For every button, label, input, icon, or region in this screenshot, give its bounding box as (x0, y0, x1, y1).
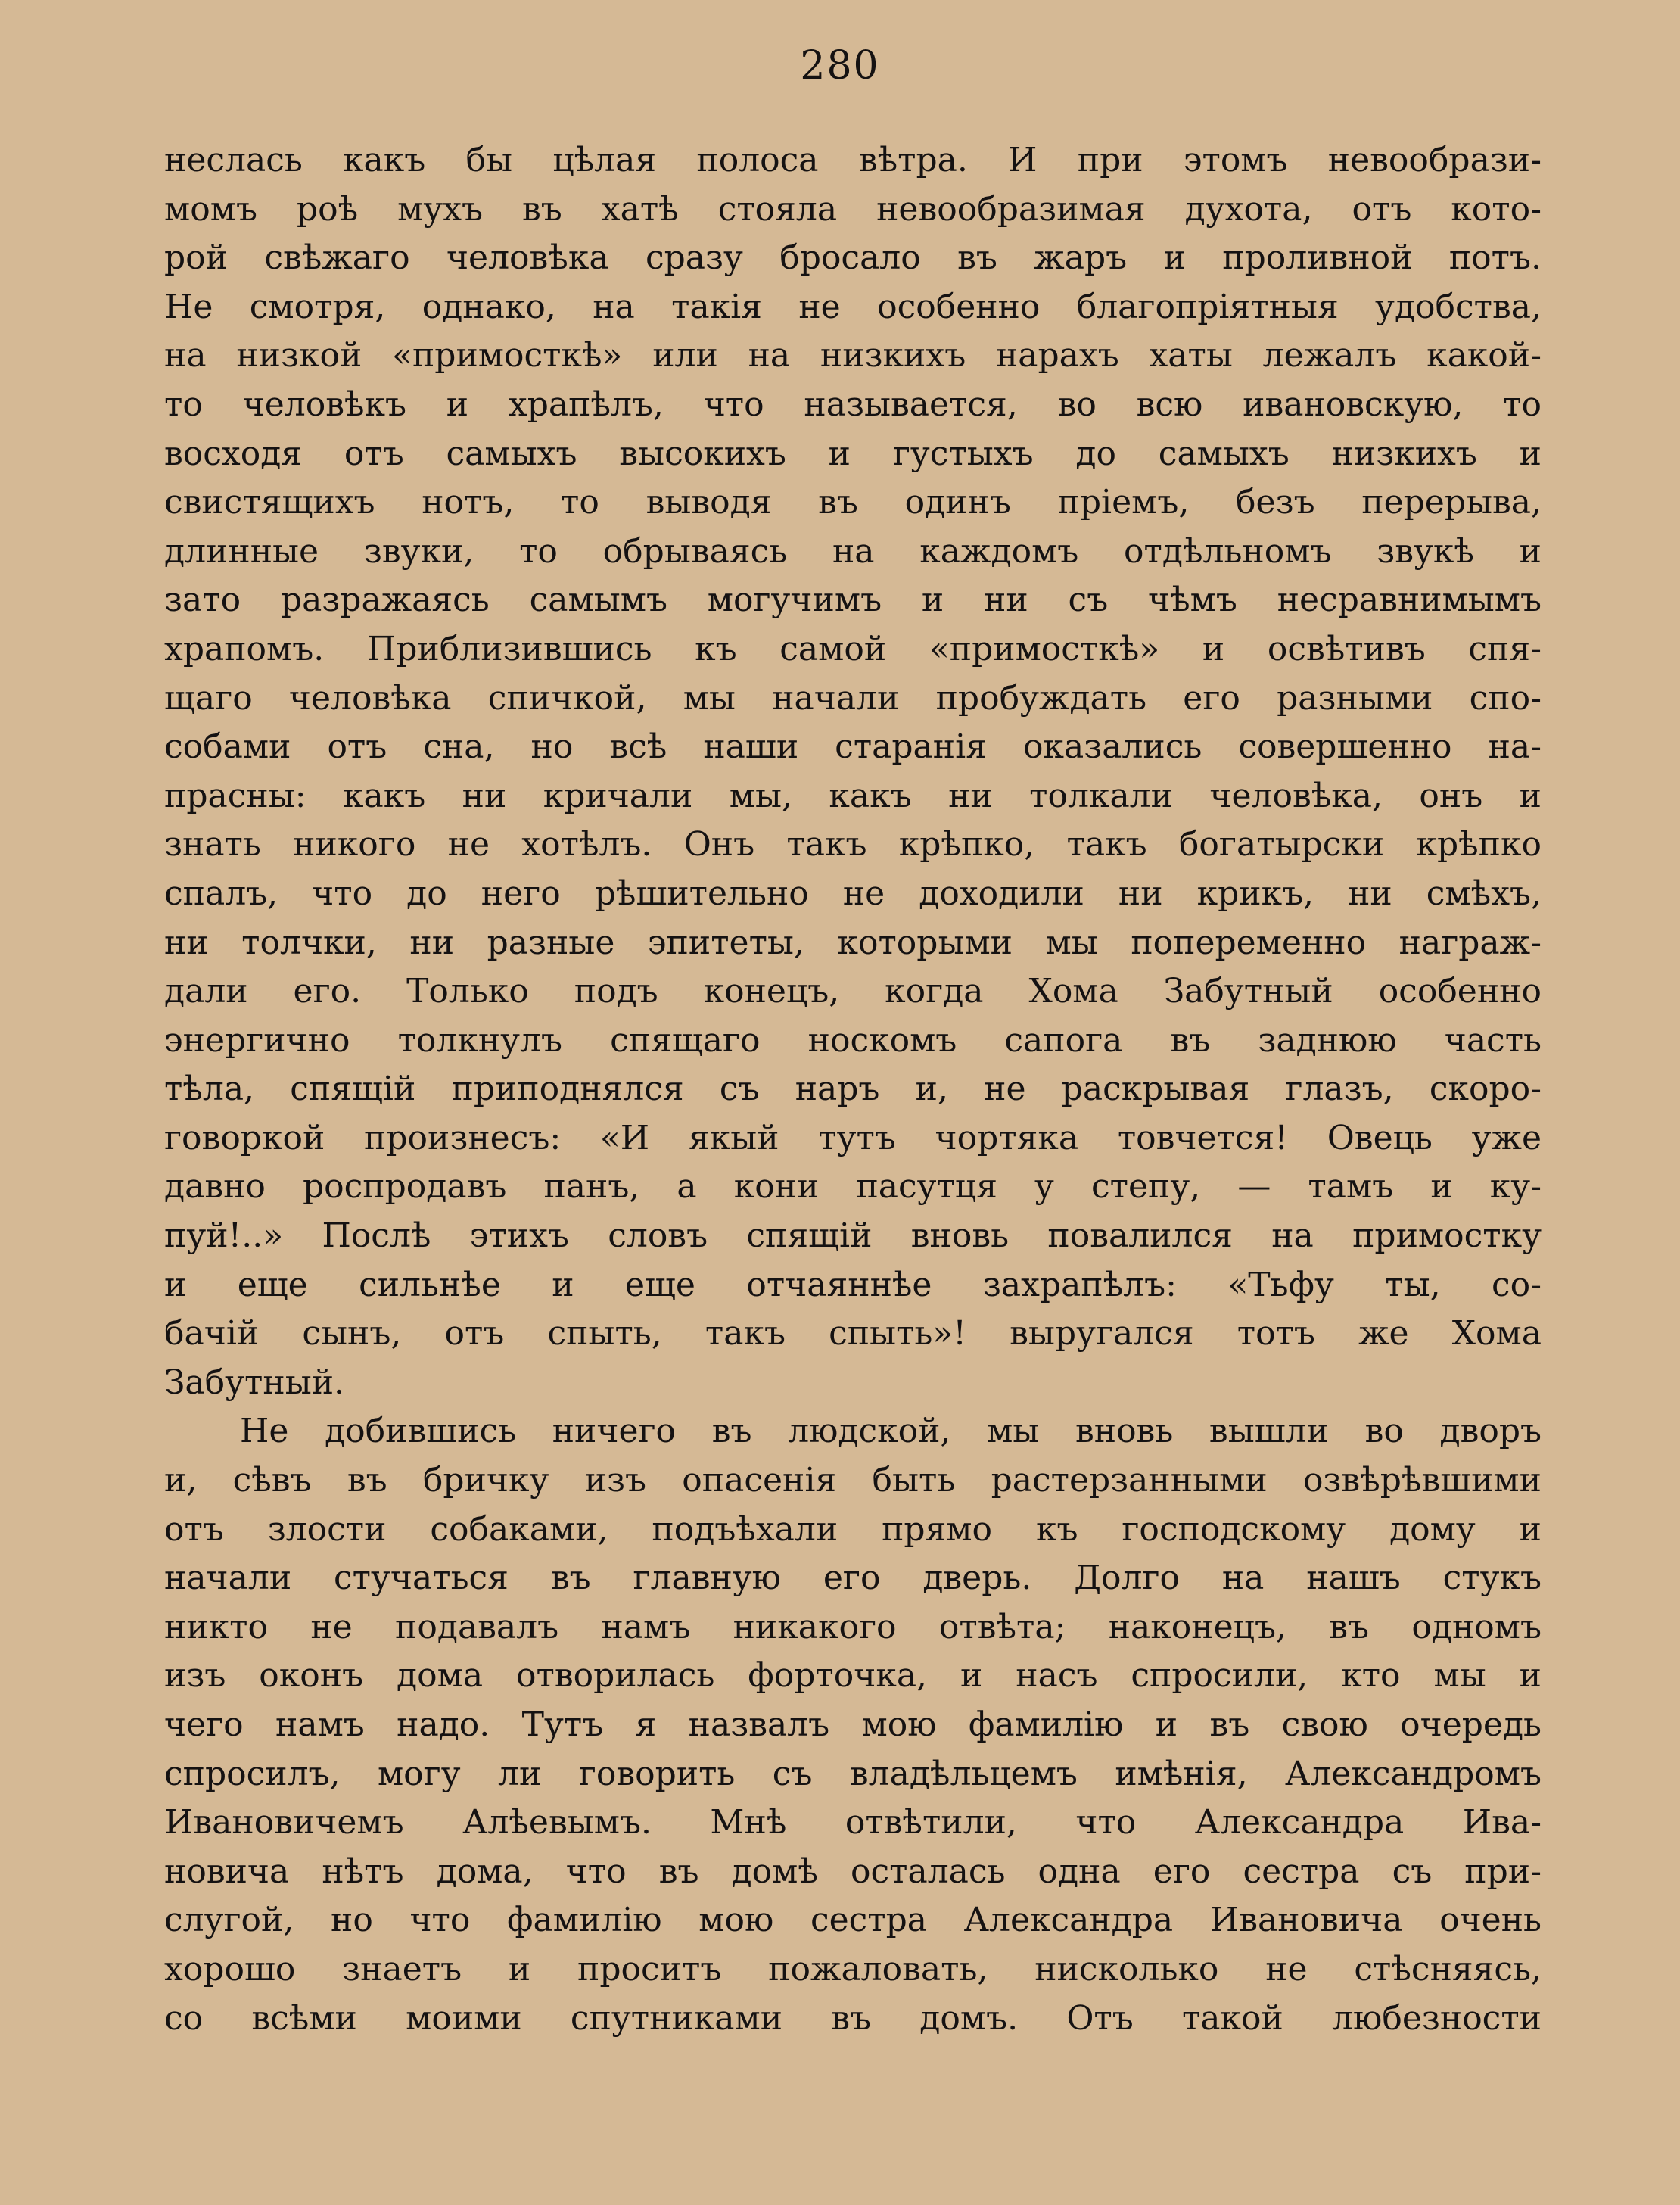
text-line: зато разражаясь самымъ могучимъ и ни съ чѣмъ несравнимымъ (164, 581, 1542, 620)
text-line: со всѣми моими спутниками въ домъ. Отъ такой любезности (164, 1998, 1542, 2038)
text-line: собами отъ сна, но всѣ наши старанія оказались совершенно на- (164, 727, 1542, 767)
text-line: на низкой «примосткѣ» или на низкихъ нарахъ хаты лежалъ какой- (164, 336, 1542, 375)
text-line: ни толчки, ни разные эпитеты, которыми мы попеременно награж- (164, 923, 1542, 962)
body-text (164, 136, 1542, 2043)
text-line: свистящихъ нотъ, то выводя въ одинъ пріемъ, безъ перерыва, (164, 483, 1542, 522)
text-line: говоркой произнесъ: «И якый тутъ чортяка товчется! Овець уже (164, 1118, 1542, 1157)
text-line: длинные звуки, то обрываясь на каждомъ отдѣльномъ звукѣ и (164, 531, 1542, 571)
text-line: дали его. Только подъ конецъ, когда Хома Забутный особенно (164, 972, 1542, 1011)
text-line: слугой, но что фамилію мою сестра Александра Ивановича очень (164, 1901, 1542, 1940)
text-line: давно роспродавъ панъ, а кони пасутця у степу, — тамъ и ку- (164, 1167, 1542, 1207)
text-line: Ивановичемъ Алѣевымъ. Мнѣ отвѣтили, что Александра Ива- (164, 1803, 1542, 1842)
text-line: пуй!..» Послѣ этихъ словъ спящій вновь повалился на примостку (164, 1216, 1542, 1256)
text-line: храпомъ. Приблизившись къ самой «примосткѣ» и освѣтивъ спя- (164, 629, 1542, 668)
text-line: тѣла, спящій приподнялся съ наръ и, не раскрывая глазъ, скоро- (164, 1070, 1542, 1109)
text-line: спросилъ, могу ли говорить съ владѣльцемъ имѣнія, Александромъ (164, 1754, 1542, 1793)
text-line: спалъ, что до него рѣшительно не доходили ни крикъ, ни смѣхъ, (164, 874, 1542, 913)
text-line: Не добившись ничего въ людской, мы вновь вышли во дворъ (240, 1412, 1542, 1451)
text-line: Забутный. (164, 1363, 345, 1402)
text-line: рой свѣжаго человѣка сразу бросало въ жаръ и проливной потъ. (164, 238, 1542, 278)
text-line: и, сѣвъ въ бричку изъ опасенія быть растерзанными озвѣрѣвшими (164, 1461, 1542, 1500)
text-line: то человѣкъ и храпѣлъ, что называется, во всю ивановскую, то (164, 385, 1542, 424)
text-line: неслась какъ бы цѣлая полоса вѣтра. И при этомъ невообрази- (164, 141, 1542, 179)
text-line: изъ оконъ дома отворилась форточка, и насъ спросили, кто мы и (164, 1656, 1542, 1696)
text-line: никто не подавалъ намъ никакого отвѣта; наконецъ, въ одномъ (164, 1607, 1542, 1646)
text-line: новича нѣтъ дома, что въ домѣ осталась одна его сестра съ при- (164, 1852, 1542, 1891)
text-line: прасны: какъ ни кричали мы, какъ ни толкали человѣка, онъ и (164, 776, 1542, 815)
paragraph (164, 136, 1542, 1407)
text-line: восходя отъ самыхъ высокихъ и густыхъ до самыхъ низкихъ и (164, 434, 1542, 473)
text-line: Не смотря, однако, на такія не особенно благопріятныя удобства, (164, 287, 1542, 326)
text-line: и еще сильнѣе и еще отчаяннѣе захрапѣлъ: «Тьфу ты, со- (164, 1265, 1542, 1304)
text-line: щаго человѣка спичкой, мы начали пробуждать его разными спо- (164, 678, 1542, 718)
text-line: знать никого не хотѣлъ. Онъ такъ крѣпко, такъ богатырски крѣпко (164, 825, 1542, 864)
text-line: начали стучаться въ главную его дверь. Долго на нашъ стукъ (164, 1559, 1542, 1598)
page-number: 280 (800, 43, 880, 89)
text-line: энергично толкнулъ спящаго носкомъ сапога въ заднюю часть (164, 1020, 1542, 1060)
text-line: хорошо знаетъ и проситъ пожаловать, нисколько не стѣсняясь, (164, 1949, 1542, 1989)
text-line: отъ злости собаками, подъѣхали прямо къ господскому дому и (164, 1509, 1542, 1549)
text-line: чего намъ надо. Тутъ я назвалъ мою фамилію и въ свою очередь (164, 1705, 1542, 1744)
paragraph (164, 1407, 1542, 2043)
text-line: бачій сынъ, отъ спыть, такъ спыть»! выругался тотъ же Хома (164, 1314, 1542, 1353)
text-line: момъ роѣ мухъ въ хатѣ стояла невообразимая духота, отъ кото- (164, 189, 1542, 229)
